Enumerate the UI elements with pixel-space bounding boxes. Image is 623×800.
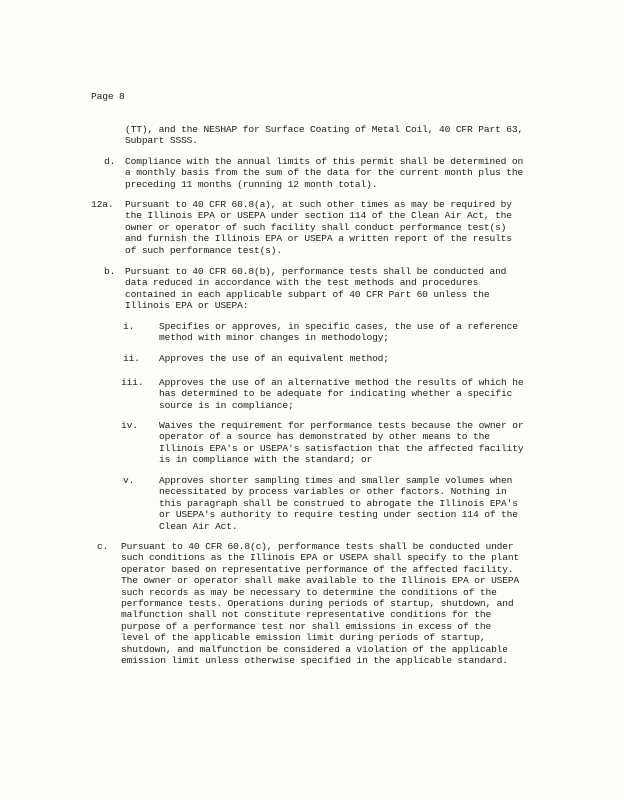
text-line: the Illinois EPA or USEPA under section 114 of the Clean Air Act, the <box>125 210 512 222</box>
text-line: Approves the use of an equivalent method; <box>159 353 389 364</box>
text-line: operator based on representative performance of the affected facility. <box>121 563 514 575</box>
text-line: Compliance with the annual limits of this permit shall be determined on <box>125 156 524 167</box>
item-d-paragraph <box>125 156 523 190</box>
text-line: contained in each applicable subpart of 40 CFR Part 60 unless the <box>125 288 490 300</box>
subitem-iii-marker: iii. <box>121 377 144 388</box>
text-line: method with minor changes in methodology; <box>159 332 389 344</box>
text-line: Waives the requirement for performance tests because the owner or <box>159 420 524 431</box>
subitem-iv-paragraph <box>159 420 523 466</box>
text-line: level of the applicable emission limit during periods of startup, <box>121 632 486 644</box>
text-line: has determined to be adequate for indicating whether a specific <box>159 388 513 400</box>
subitem-ii-paragraph <box>159 353 389 364</box>
text-line: Approves the use of an alternative method the results of which he <box>159 377 524 388</box>
subitem-v-paragraph <box>159 475 518 532</box>
text-line: a monthly basis from the sum of the data for the current month plus the <box>125 167 524 179</box>
item-c-marker: c. <box>97 541 109 552</box>
item-c-paragraph <box>121 541 519 666</box>
text-line: The owner or operator shall make available to the Illinois EPA or USEPA <box>121 575 520 587</box>
text-line: such records as may be necessary to determine the conditions of the <box>121 586 497 598</box>
item-b-paragraph <box>125 266 506 312</box>
text-line: Illinois EPA or USEPA: <box>125 300 249 312</box>
item-b-marker: b. <box>104 266 116 277</box>
text-line: Approves shorter sampling times and smaller sample volumes when <box>159 475 513 486</box>
continuation-paragraph <box>125 124 523 147</box>
text-line: Pursuant to 40 CFR 60.8(c), performance tests shall be conducted under <box>121 541 514 552</box>
text-line: Specifies or approves, in specific cases, the use of a reference <box>159 321 518 332</box>
text-line: Subpart SSSS. <box>125 135 198 147</box>
text-line: is in compliance with the standard; or <box>159 454 373 466</box>
subitem-iii-paragraph <box>159 377 523 411</box>
text-line: or USEPA's authority to require testing under section 114 of the <box>159 509 518 521</box>
text-line: malfunction shall not constitute representative conditions for the <box>121 609 492 621</box>
subitem-i-paragraph <box>159 321 518 344</box>
item-12a-paragraph <box>125 199 512 256</box>
subitem-i-marker: i. <box>123 321 135 332</box>
text-line: emission limit unless otherwise specified in the applicable standard. <box>121 655 508 667</box>
text-line: source is in compliance; <box>159 399 294 411</box>
subitem-iv-marker: iv. <box>121 420 138 431</box>
text-line: performance tests. Operations during periods of startup, shutdown, and <box>121 598 514 610</box>
text-line: and furnish the Illinois EPA or USEPA a written report of the results <box>125 233 512 245</box>
text-line: shutdown, and malfunction be considered a violation of the applicable <box>121 643 508 655</box>
item-d-marker: d. <box>104 156 116 167</box>
subitem-ii-marker: ii. <box>123 353 140 364</box>
text-line: necessitated by process variables or other factors. Nothing in <box>159 486 507 498</box>
text-line: purpose of a performance test nor shall emissions in excess of the <box>121 620 492 632</box>
text-line: Clean Air Act. <box>159 520 238 532</box>
text-line: Pursuant to 40 CFR 60.8(a), at such other times as may be required by <box>125 199 512 210</box>
text-line: operator of a source has demonstrated by other means to the <box>159 431 490 443</box>
text-line: of such performance test(s). <box>125 244 283 256</box>
page-number: Page 8 <box>91 91 125 102</box>
subitem-v-marker: v. <box>123 475 135 486</box>
text-line: this paragraph shall be construed to abrogate the Illinois EPA's <box>159 497 518 509</box>
text-line: Illinois EPA's or USEPA's satisfaction that the affected facility <box>159 442 524 454</box>
text-line: owner or operator of such facility shall conduct performance test(s) <box>125 221 507 233</box>
text-line: (TT), and the NESHAP for Surface Coating of Metal Coil, 40 CFR Part 63, <box>125 124 524 135</box>
text-line: preceding 11 months (running 12 month total). <box>125 178 378 190</box>
text-line: Pursuant to 40 CFR 60.8(b), performance tests shall be conducted and <box>125 266 507 277</box>
item-12a-marker: 12a. <box>91 199 114 210</box>
text-line: data reduced in accordance with the test methods and procedures <box>125 277 479 289</box>
text-line: such conditions as the Illinois EPA or USEPA shall specify to the plant <box>121 552 520 564</box>
